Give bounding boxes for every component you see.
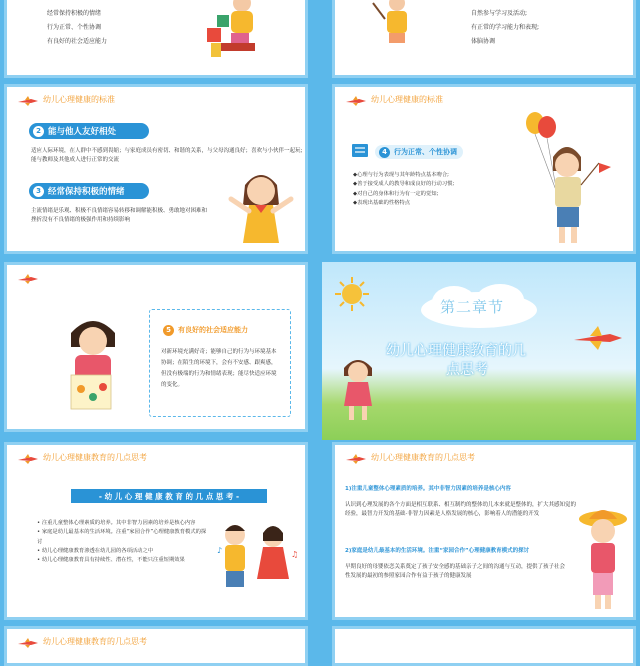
svg-text:♫: ♫ — [291, 550, 299, 559]
item-number: 3 — [33, 186, 44, 197]
slide-1[interactable] — [4, 0, 308, 78]
item-title: 经常保持积极的情绪 — [48, 187, 125, 197]
item-5-body: 对新环境充满好奇；能够自己的行为与环境基本协调；在陌生的环境下，会有不安感、跟爽感，但没有极端的行为和情绪表现；能尽快适应环境的变化。 — [161, 349, 277, 388]
slide-header-title: 幼儿心理健康教育的几点思考 — [371, 453, 475, 462]
item-2-heading — [29, 123, 149, 139]
girl-with-balloons-illustration — [515, 107, 635, 255]
question-1-heading: 1)注重儿童整体心理素质的培养。其中非智力因素的培养是核心内容 — [345, 486, 511, 492]
airplane-icon — [570, 324, 624, 352]
item-5-heading — [159, 323, 279, 337]
item-3-body: 主流情绪是乐观、积极不良情绪容易转移和调解能积极、勇敢地对困难和挫折没有不良情绪的极强作用和持续影响 — [31, 208, 208, 224]
item-3-heading — [29, 183, 149, 199]
bullet-item: ◆表现出基础的性格特点 — [353, 199, 411, 206]
girl-running-illustration — [336, 354, 380, 424]
bullet-item: • 幼儿心理健康教育渗透在幼儿园的各项活动之中 — [37, 547, 154, 554]
slide2-line: 有正常的学习能力和表现; — [471, 23, 540, 31]
book-icon — [351, 143, 369, 159]
item-4-heading — [375, 145, 463, 159]
bullet-item: ◆善于接受成人的教导和成良好的行动习惯; — [353, 181, 455, 188]
girl-with-hat-illustration — [573, 505, 633, 615]
plane-logo-icon — [17, 95, 39, 107]
slide-2[interactable] — [332, 0, 636, 78]
svg-text:♪: ♪ — [217, 546, 223, 555]
sun-icon — [334, 276, 370, 312]
slide-10[interactable] — [332, 626, 636, 666]
bullet-item: • 家庭是幼儿最基本的生活环境。注重“家园合作”心理健康教育模式的探讨 — [37, 529, 207, 545]
two-children-singing-illustration — [211, 517, 301, 607]
item-title: 行为正常、个性协调 — [394, 148, 457, 156]
slide-7[interactable] — [4, 442, 308, 620]
section-banner: - 幼 儿 心 理 健 康 教 育 的 几 点 思 考 - — [71, 489, 267, 503]
slide-8[interactable] — [332, 442, 636, 620]
slide-9[interactable] — [4, 626, 308, 666]
slide-5[interactable] — [4, 262, 308, 432]
bullet-item: • 注重儿童整体心理素质的培养。其中非智力因素的培养是核心内容 — [37, 520, 196, 526]
item-number: 2 — [33, 126, 44, 137]
item-title: 能与他人友好相处 — [48, 127, 117, 137]
slide1-line: 有良好的社会适应能力 — [47, 37, 108, 45]
plane-logo-icon — [345, 453, 367, 465]
slide-header-title: 幼儿心理健康教育的几点思考 — [43, 453, 147, 462]
girl-drawing-illustration — [57, 311, 129, 415]
chapter-label: 第二章节 — [440, 298, 505, 316]
slide-6-chapter-cover[interactable] — [322, 262, 636, 440]
item-number: 5 — [163, 325, 174, 336]
bullet-item: ◆心理与行为表现与其年龄特点基本吻合; — [353, 172, 449, 178]
question-2-heading: 2)家庭是幼儿最基本的生活环境。注重“家园合作”心理健康教育模式的探讨 — [345, 548, 530, 554]
bullet-item: ◆对自己的身体和行为有一定的觉知; — [353, 190, 439, 197]
item-4-bullets — [353, 171, 523, 208]
slide1-line: 经常保持积极的情绪 — [47, 10, 102, 17]
child-with-kite-illustration — [365, 0, 425, 53]
slide-3[interactable] — [4, 84, 308, 254]
chapter-title-line: 点思考 — [446, 361, 488, 378]
plane-logo-icon — [17, 637, 39, 649]
item-number: 4 — [379, 147, 390, 158]
slide2-lines — [471, 7, 539, 48]
slide-4[interactable] — [332, 84, 636, 254]
bullet-item: • 幼儿心理健康教育具有持续性、潜在性，不能只注重短期效果 — [37, 557, 185, 564]
slide-header-title: 幼儿心理健康的标准 — [43, 95, 115, 104]
question-1-body: 认识到心理发展的各个方面是相互联系、相互制约的整体幼儿本来就是整体的，扩大其感知觉的经验，最智力开发的基础·非智力因素是人格发展的核心，影响着人的潜能的开发 — [345, 502, 577, 518]
slide-header-title: 幼儿心理健康的标准 — [371, 95, 443, 104]
chapter-title-line: 幼儿心理健康教育的几 — [386, 343, 526, 359]
slide1-lines — [47, 7, 107, 48]
slide1-line: 行为正常、个性协调 — [47, 23, 102, 31]
plane-logo-icon — [345, 95, 367, 107]
slide2-line: 自然参与学习及活动; — [471, 10, 528, 17]
girl-waving-illustration — [221, 165, 301, 251]
plane-logo-icon — [17, 453, 39, 465]
child-with-blocks-illustration — [197, 0, 277, 63]
slide7-bullets — [37, 519, 207, 565]
slide2-line: 体脑协调 — [471, 37, 496, 45]
item-title: 有良好的社会适应能力 — [178, 326, 248, 334]
question-2-body: 早期良好的母婴依恋关系奠定了孩子安全感的基础亲子之间的沟通与互动，提供了孩子社会性发展的最初的参照家园合作有益于孩子的健康发展 — [345, 564, 566, 580]
plane-logo-icon — [17, 273, 39, 285]
slide-header-title: 幼儿心理健康教育的几点思考 — [43, 637, 147, 646]
item-2-body: 适应人际环境，在人群中不感到畏缩；与家庭成员有密切、和谐的关系，与父母沟通良好；喜欢与小伙伴一起玩;能与教师及其他成人进行正常的交流 — [31, 148, 303, 164]
